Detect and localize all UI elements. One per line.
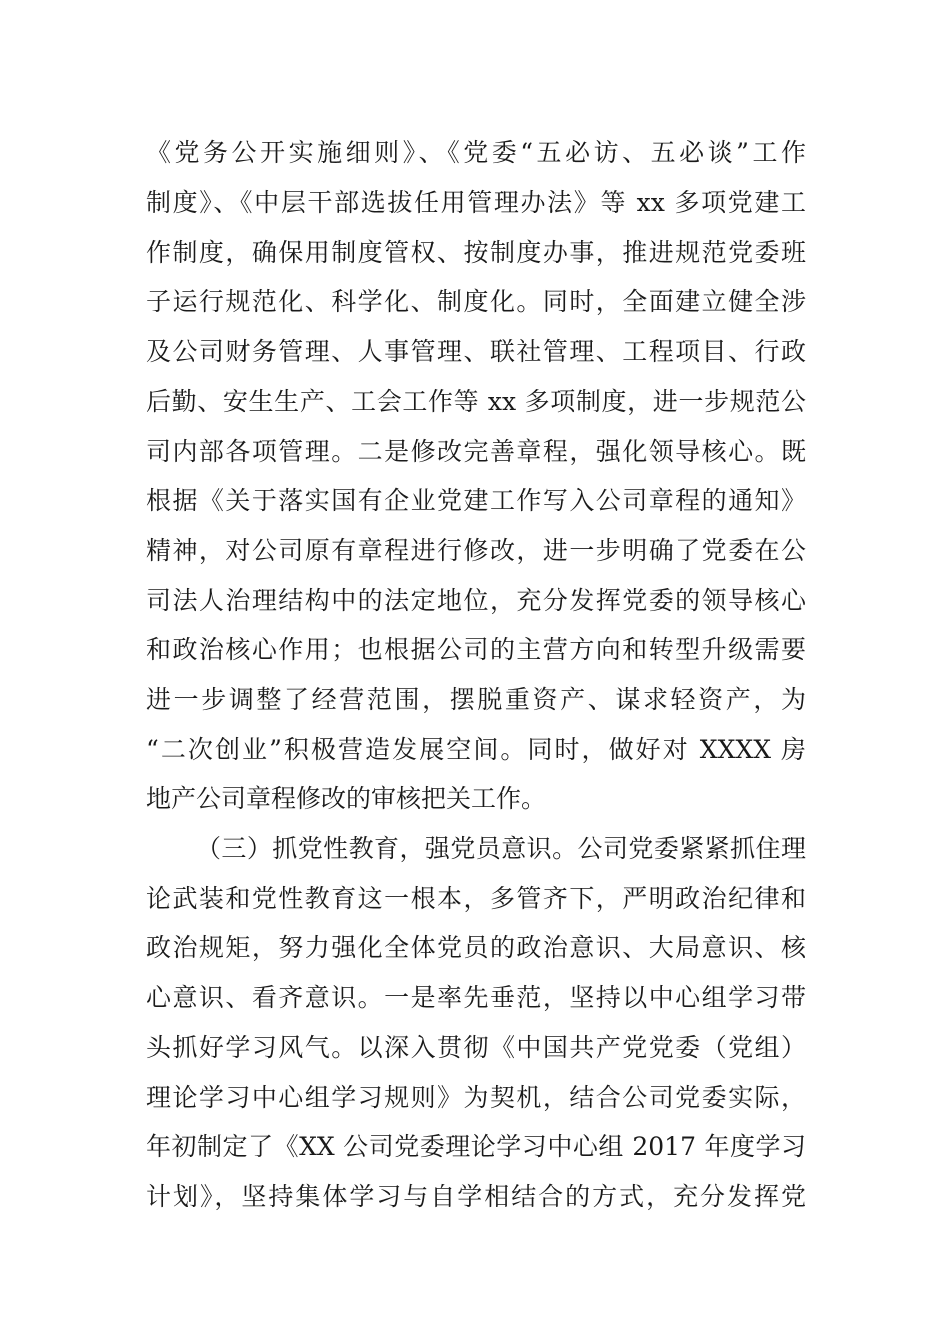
paragraph-line: 政治规矩，努力强化全体党员的政治意识、大局意识、核	[146, 933, 806, 962]
paragraph-line: 《党务公开实施细则》、《党委“五必访、五必谈”工作	[146, 138, 806, 167]
paragraph-line: 头抓好学习风气。以深入贯彻《中国共产党党委（党组）	[146, 1033, 806, 1062]
paragraph-line: 子运行规范化、科学化、制度化。同时，全面建立健全涉	[146, 287, 806, 316]
paragraph-line: 制度》、《中层干部选拔任用管理办法》等 xx 多项党建工	[146, 188, 806, 217]
paragraph-line: 心意识、看齐意识。一是率先垂范，坚持以中心组学习带	[146, 983, 806, 1012]
paragraph-line: 论武装和党性教育这一根本，多管齐下，严明政治纪律和	[146, 884, 806, 913]
paragraph-line: 司内部各项管理。二是修改完善章程，强化领导核心。既	[146, 437, 806, 466]
paragraph-line: 和政治核心作用；也根据公司的主营方向和转型升级需要	[146, 635, 806, 664]
paragraph-line: 根据《关于落实国有企业党建工作写入公司章程的通知》	[146, 486, 806, 515]
paragraph-line: 及公司财务管理、人事管理、联社管理、工程项目、行政	[146, 337, 806, 366]
paragraph-line: 年初制定了《XX 公司党委理论学习中心组 2017 年度学习	[146, 1132, 806, 1161]
paragraph-line: 地产公司章程修改的审核把关工作。	[146, 784, 547, 813]
paragraph-line: 计划》，坚持集体学习与自学相结合的方式，充分发挥党	[146, 1182, 806, 1211]
paragraph-line: 进一步调整了经营范围，摆脱重资产、谋求轻资产，为	[146, 685, 806, 714]
paragraph-line: 后勤、安生生产、工会工作等 xx 多项制度，进一步规范公	[146, 387, 806, 416]
paragraph-line: 司法人治理结构中的法定地位，充分发挥党委的领导核心	[146, 586, 806, 615]
paragraph-first-line: （三）抓党性教育，强党员意识。公司党委紧紧抓住理	[196, 834, 806, 863]
paragraph-line: “二次创业”积极营造发展空间。同时，做好对 XXXX 房	[146, 735, 806, 764]
paragraph-line: 理论学习中心组学习规则》为契机，结合公司党委实际，	[146, 1083, 806, 1112]
paragraph-line: 精神，对公司原有章程进行修改，进一步明确了党委在公	[146, 536, 806, 565]
paragraph-line: 作制度，确保用制度管权、按制度办事，推进规范党委班	[146, 238, 806, 267]
